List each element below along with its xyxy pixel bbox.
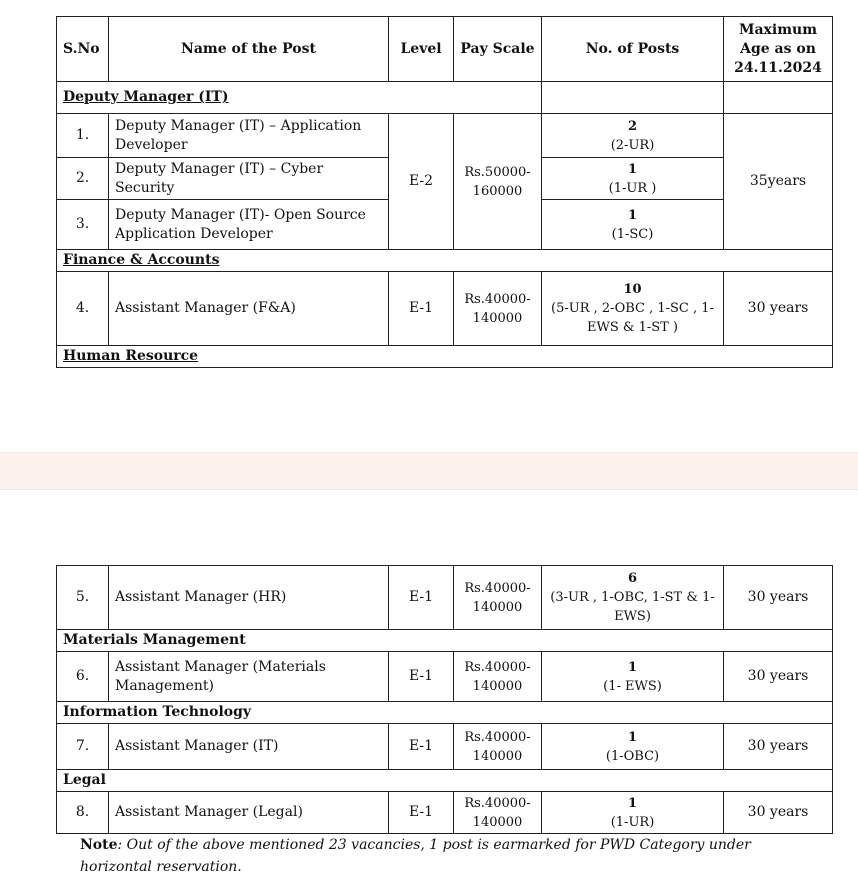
row-7-pay-to: 140000 xyxy=(472,748,523,764)
section-title-hr: Human Resource xyxy=(57,346,833,368)
row-7-posts-detail: (1-OBC) xyxy=(605,748,660,764)
section-title-deputy-it: Deputy Manager (IT) xyxy=(57,82,542,114)
row-8-pay-scale xyxy=(454,792,542,834)
section-row-materials xyxy=(57,630,833,652)
posts-table-page-2 xyxy=(56,565,833,834)
row-2-posts xyxy=(542,158,724,200)
row-8-posts-count: 1 xyxy=(627,795,638,811)
row-1-posts-detail: (2-UR) xyxy=(610,137,655,153)
header-pay-scale: Pay Scale xyxy=(454,17,542,82)
row-1-posts-count: 2 xyxy=(627,118,638,134)
header-sno: S.No xyxy=(57,17,109,82)
row-8-name: Assistant Manager (Legal) xyxy=(109,792,389,834)
row-4-sno: 4. xyxy=(57,272,109,346)
row-6-posts xyxy=(542,652,724,702)
row-2-sno: 2. xyxy=(57,158,109,200)
row-6-pay-from: Rs.40000- xyxy=(464,659,531,675)
row-3-posts xyxy=(542,200,724,250)
row-5-age: 30 years xyxy=(724,566,833,630)
row-2-name: Deputy Manager (IT) – Cyber Security xyxy=(109,158,389,200)
row-4-pay-to: 140000 xyxy=(472,310,523,326)
row-7-name: Assistant Manager (IT) xyxy=(109,724,389,770)
footnote xyxy=(80,834,820,878)
table-header-row xyxy=(57,17,833,82)
table-row xyxy=(57,652,833,702)
section-row-hr xyxy=(57,346,833,368)
table-row xyxy=(57,792,833,834)
table-row xyxy=(57,566,833,630)
row-4-pay-scale xyxy=(454,272,542,346)
row-7-pay-from: Rs.40000- xyxy=(464,729,531,745)
row-5-name: Assistant Manager (HR) xyxy=(109,566,389,630)
row-4-posts xyxy=(542,272,724,346)
header-name: Name of the Post xyxy=(109,17,389,82)
row-5-posts-count: 6 xyxy=(627,571,638,586)
section-row-deputy-it xyxy=(57,82,833,114)
row-6-posts-count: 1 xyxy=(627,659,638,675)
row-8-posts-detail: (1-UR) xyxy=(610,814,655,830)
page-break-band xyxy=(0,452,858,490)
row-5-pay-from: Rs.40000- xyxy=(464,580,531,596)
row-5-pay-to: 140000 xyxy=(472,599,523,615)
section-title-materials: Materials Management xyxy=(57,630,833,652)
row-3-posts-count: 1 xyxy=(627,207,638,223)
header-age-line-2: Age as on xyxy=(740,40,816,57)
header-level: Level xyxy=(389,17,454,82)
row-2-posts-detail: (1-UR ) xyxy=(608,180,657,196)
row-3-sno: 3. xyxy=(57,200,109,250)
section-title-legal: Legal xyxy=(57,770,833,792)
row-5-sno: 5. xyxy=(57,566,109,630)
row-4-level: E-1 xyxy=(389,272,454,346)
row-3-name: Deputy Manager (IT)- Open Source Application Developer xyxy=(109,200,389,250)
row-5-pay-scale xyxy=(454,566,542,630)
row-4-posts-count: 10 xyxy=(623,282,642,297)
group-it-pay-from: Rs.50000- xyxy=(464,164,531,180)
section-title-finance: Finance & Accounts xyxy=(57,250,833,272)
header-age-line-1: Maximum xyxy=(738,21,818,38)
section-row-legal xyxy=(57,770,833,792)
row-4-age: 30 years xyxy=(724,272,833,346)
header-posts: No. of Posts xyxy=(542,17,724,82)
row-6-sno: 6. xyxy=(57,652,109,702)
table-row xyxy=(57,272,833,346)
row-4-posts-detail: (5-UR , 2-OBC , 1-SC , 1-EWS & 1-ST ) xyxy=(551,301,714,335)
row-7-posts-count: 1 xyxy=(627,729,638,745)
row-6-name: Assistant Manager (Materials Management) xyxy=(109,652,389,702)
group-it-pay-scale xyxy=(454,114,542,250)
posts-table-page-1 xyxy=(56,16,833,368)
row-1-sno: 1. xyxy=(57,114,109,158)
section-row-finance xyxy=(57,250,833,272)
footnote-label: Note xyxy=(80,837,118,853)
row-8-pay-to: 140000 xyxy=(472,814,523,830)
row-8-age: 30 years xyxy=(724,792,833,834)
table-row xyxy=(57,724,833,770)
row-7-posts xyxy=(542,724,724,770)
group-it-level: E-2 xyxy=(389,114,454,250)
footnote-text: : Out of the above mentioned 23 vacancies, 1 post is earmarked for PWD Category under horizontal reservation. xyxy=(80,837,751,875)
row-6-age: 30 years xyxy=(724,652,833,702)
row-2-posts-count: 1 xyxy=(627,161,638,177)
group-it-age: 35years xyxy=(724,114,833,250)
table-row xyxy=(57,114,833,158)
row-7-age: 30 years xyxy=(724,724,833,770)
row-4-name: Assistant Manager (F&A) xyxy=(109,272,389,346)
row-1-posts xyxy=(542,114,724,158)
row-5-posts xyxy=(542,566,724,630)
header-max-age xyxy=(724,17,833,82)
row-7-pay-scale xyxy=(454,724,542,770)
row-6-posts-detail: (1- EWS) xyxy=(603,678,662,694)
row-8-level: E-1 xyxy=(389,792,454,834)
section-title-infotech: Information Technology xyxy=(57,702,833,724)
row-4-pay-from: Rs.40000- xyxy=(464,291,531,307)
row-8-posts xyxy=(542,792,724,834)
row-6-pay-to: 140000 xyxy=(472,678,523,694)
section-row-infotech xyxy=(57,702,833,724)
row-5-posts-detail: (3-UR , 1-OBC, 1-ST & 1-EWS) xyxy=(550,590,715,624)
row-5-level: E-1 xyxy=(389,566,454,630)
row-8-sno: 8. xyxy=(57,792,109,834)
row-6-pay-scale xyxy=(454,652,542,702)
row-7-sno: 7. xyxy=(57,724,109,770)
header-age-line-3: 24.11.2024 xyxy=(734,59,822,76)
row-7-level: E-1 xyxy=(389,724,454,770)
row-6-level: E-1 xyxy=(389,652,454,702)
row-1-name: Deputy Manager (IT) – Application Developer xyxy=(109,114,389,158)
row-3-posts-detail: (1-SC) xyxy=(611,226,654,242)
group-it-pay-to: 160000 xyxy=(472,183,523,199)
row-8-pay-from: Rs.40000- xyxy=(464,795,531,811)
